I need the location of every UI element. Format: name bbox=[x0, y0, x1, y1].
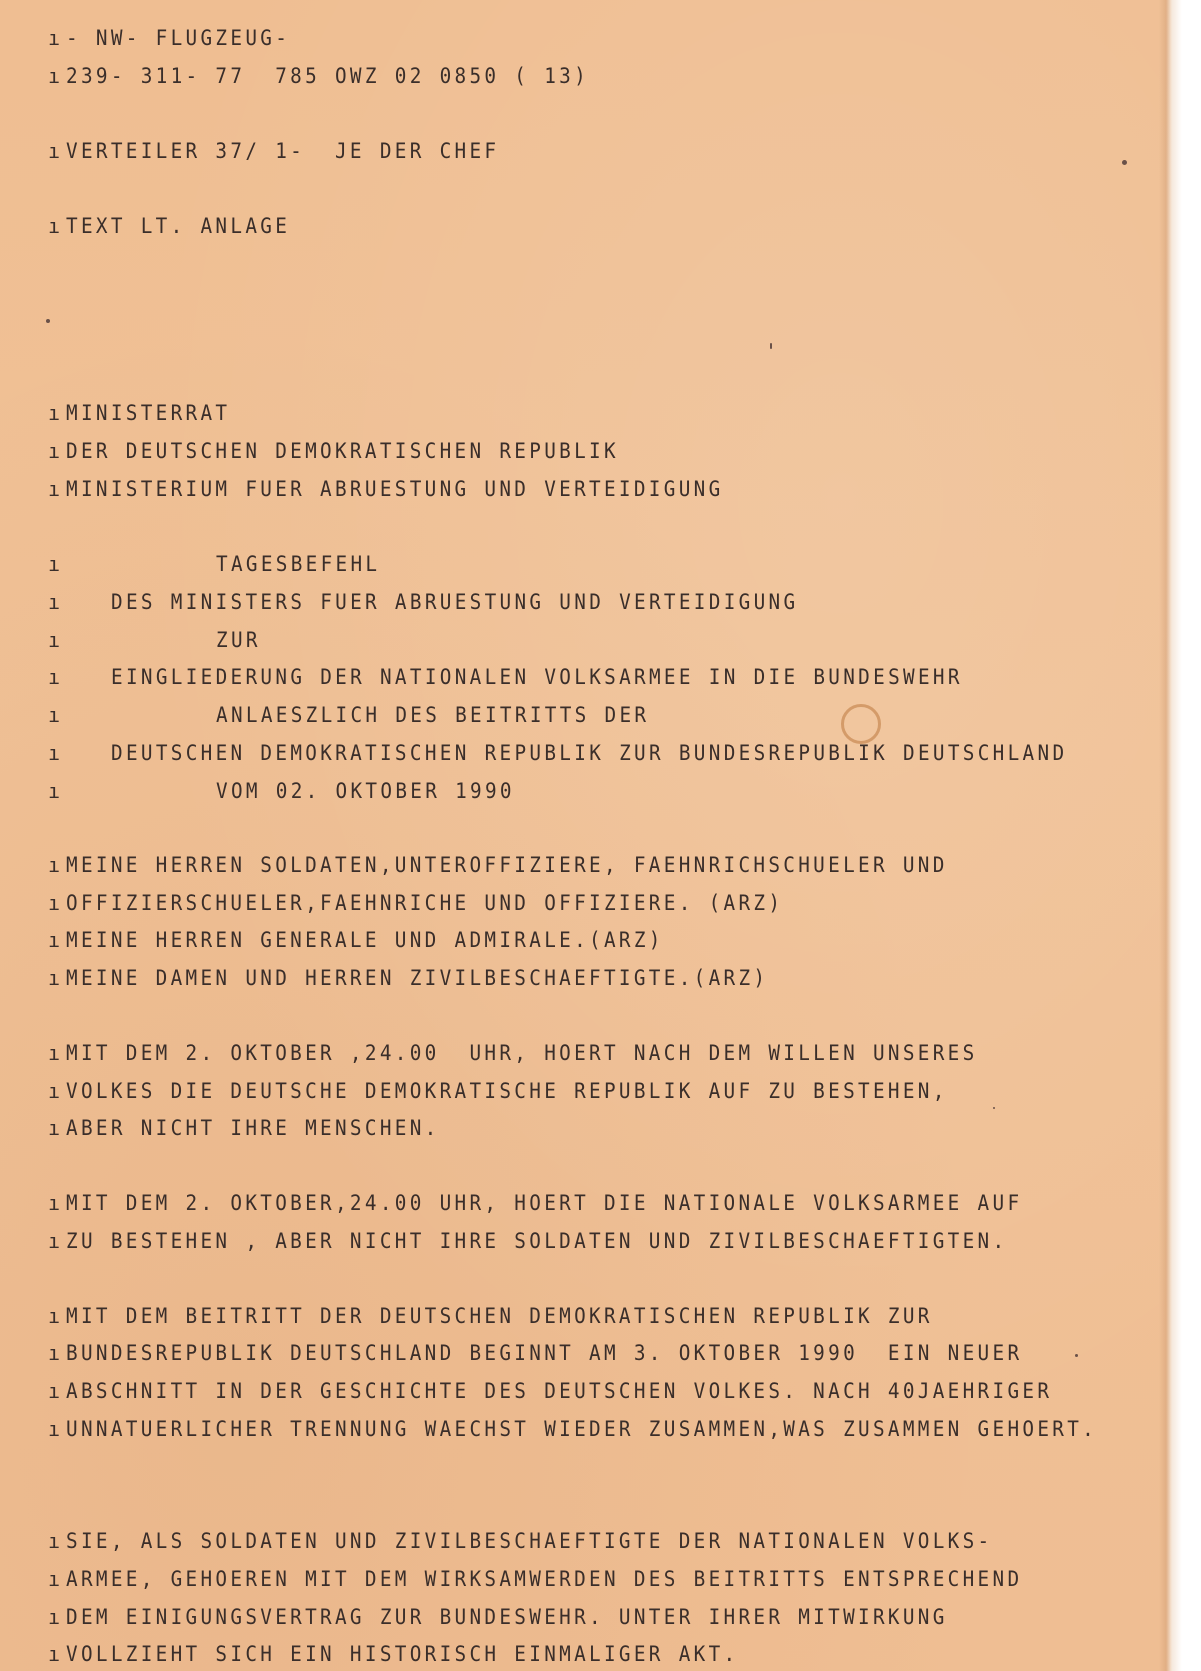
margin-mark: ı bbox=[48, 590, 61, 614]
header-text-note: TEXT LT. ANLAGE bbox=[66, 214, 291, 238]
ink-speck bbox=[770, 343, 772, 349]
salutation-line: MEINE DAMEN UND HERREN ZIVILBESCHAEFTIGTE.(ARZ) bbox=[66, 966, 769, 990]
paragraph-line: SIE, ALS SOLDATEN UND ZIVILBESCHAEFTIGTE DER NATIONALEN VOLKS- bbox=[66, 1529, 993, 1553]
margin-mark: ı bbox=[48, 741, 61, 765]
header-reference-line: 239- 311- 77 785 OWZ 02 0850 ( 13) bbox=[66, 64, 590, 88]
sender-line: DER DEUTSCHEN DEMOKRATISCHEN REPUBLIK bbox=[66, 439, 619, 463]
margin-mark: ı bbox=[48, 1567, 61, 1591]
margin-mark: ı bbox=[48, 891, 61, 915]
margin-mark: ı bbox=[48, 1642, 61, 1666]
paragraph-line: UNNATUERLICHER TRENNUNG WAECHST WIEDER ZUSAMMEN,WAS ZUSAMMEN GEHOERT. bbox=[66, 1417, 1098, 1441]
margin-mark: ı bbox=[48, 401, 61, 425]
salutation-line: OFFIZIERSCHUELER,FAEHNRICHE UND OFFIZIERE. (ARZ) bbox=[66, 891, 784, 915]
margin-mark: ı bbox=[48, 779, 61, 803]
paragraph-line: ARMEE, GEHOEREN MIT DEM WIRKSAMWERDEN DES BEITRITTS ENTSPRECHEND bbox=[66, 1567, 1023, 1591]
paragraph-line: MIT DEM 2. OKTOBER,24.00 UHR, HOERT DIE NATIONALE VOLKSARMEE AUF bbox=[66, 1191, 1023, 1215]
margin-mark: ı bbox=[48, 853, 61, 877]
title-line: ANLAESZLICH DES BEITRITTS DER bbox=[216, 703, 650, 727]
margin-mark: ı bbox=[48, 552, 61, 576]
margin-mark: ı bbox=[48, 1079, 61, 1103]
coffee-stain-ring bbox=[841, 704, 881, 744]
margin-mark: ı bbox=[48, 703, 61, 727]
sender-line: MINISTERRAT bbox=[66, 401, 231, 425]
margin-mark: ı bbox=[48, 1605, 61, 1629]
header-routing-line: - NW- FLUGZEUG- bbox=[66, 26, 291, 50]
margin-mark: ı bbox=[48, 1041, 61, 1065]
salutation-line: MEINE HERREN GENERALE UND ADMIRALE.(ARZ) bbox=[66, 928, 664, 952]
title-line: DEUTSCHEN DEMOKRATISCHEN REPUBLIK ZUR BUNDESREPUBLIK DEUTSCHLAND bbox=[111, 741, 1068, 765]
sender-line: MINISTERIUM FUER ABRUESTUNG UND VERTEIDIGUNG bbox=[66, 477, 724, 501]
paragraph-line: MIT DEM BEITRITT DER DEUTSCHEN DEMOKRATISCHEN REPUBLIK ZUR bbox=[66, 1304, 933, 1328]
margin-mark: ı bbox=[48, 477, 61, 501]
margin-mark: ı bbox=[48, 439, 61, 463]
ink-speck bbox=[993, 1107, 995, 1109]
paragraph-line: ABER NICHT IHRE MENSCHEN. bbox=[66, 1116, 440, 1140]
paragraph-line: VOLLZIEHT SICH EIN HISTORISCH EINMALIGER AKT. bbox=[66, 1642, 739, 1666]
margin-mark: ı bbox=[48, 26, 61, 50]
margin-mark: ı bbox=[48, 1116, 61, 1140]
margin-mark: ı bbox=[48, 1379, 61, 1403]
ink-speck bbox=[46, 319, 50, 323]
ink-speck bbox=[1122, 160, 1127, 165]
paragraph-line: DEM EINIGUNGSVERTRAG ZUR BUNDESWEHR. UNTER IHRER MITWIRKUNG bbox=[66, 1605, 948, 1629]
margin-mark: ı bbox=[48, 139, 61, 163]
margin-mark: ı bbox=[48, 1304, 61, 1328]
paragraph-line: VOLKES DIE DEUTSCHE DEMOKRATISCHE REPUBLIK AUF ZU BESTEHEN, bbox=[66, 1079, 948, 1103]
margin-mark: ı bbox=[48, 1191, 61, 1215]
header-distribution-line: VERTEILER 37/ 1- JE DER CHEF bbox=[66, 139, 500, 163]
margin-mark: ı bbox=[48, 1341, 61, 1365]
paragraph-line: BUNDESREPUBLIK DEUTSCHLAND BEGINNT AM 3. OKTOBER 1990 EIN NEUER bbox=[66, 1341, 1023, 1365]
margin-mark: ı bbox=[48, 1417, 61, 1441]
margin-mark: ı bbox=[48, 928, 61, 952]
paragraph-line: MIT DEM 2. OKTOBER ,24.00 UHR, HOERT NACH DEM WILLEN UNSERES bbox=[66, 1041, 978, 1065]
paragraph-line: ZU BESTEHEN , ABER NICHT IHRE SOLDATEN UND ZIVILBESCHAEFTIGTEN. bbox=[66, 1229, 1008, 1253]
title-line: EINGLIEDERUNG DER NATIONALEN VOLKSARMEE IN DIE BUNDESWEHR bbox=[111, 665, 963, 689]
margin-mark: ı bbox=[48, 1229, 61, 1253]
margin-mark: ı bbox=[48, 214, 61, 238]
margin-mark: ı bbox=[48, 665, 61, 689]
document-title: TAGESBEFEHL bbox=[216, 552, 381, 576]
margin-mark: ı bbox=[48, 628, 61, 652]
margin-mark: ı bbox=[48, 64, 61, 88]
title-date: VOM 02. OKTOBER 1990 bbox=[216, 779, 515, 803]
salutation-line: MEINE HERREN SOLDATEN,UNTEROFFIZIERE, FAEHNRICHSCHUELER UND bbox=[66, 853, 948, 877]
paper-edge-shadow bbox=[1159, 0, 1171, 1671]
margin-mark: ı bbox=[48, 966, 61, 990]
paragraph-line: ABSCHNITT IN DER GESCHICHTE DES DEUTSCHEN VOLKES. NACH 40JAEHRIGER bbox=[66, 1379, 1053, 1403]
title-line: ZUR bbox=[216, 628, 261, 652]
ink-speck bbox=[1075, 1354, 1078, 1357]
title-line: DES MINISTERS FUER ABRUESTUNG UND VERTEIDIGUNG bbox=[111, 590, 799, 614]
margin-mark: ı bbox=[48, 1529, 61, 1553]
